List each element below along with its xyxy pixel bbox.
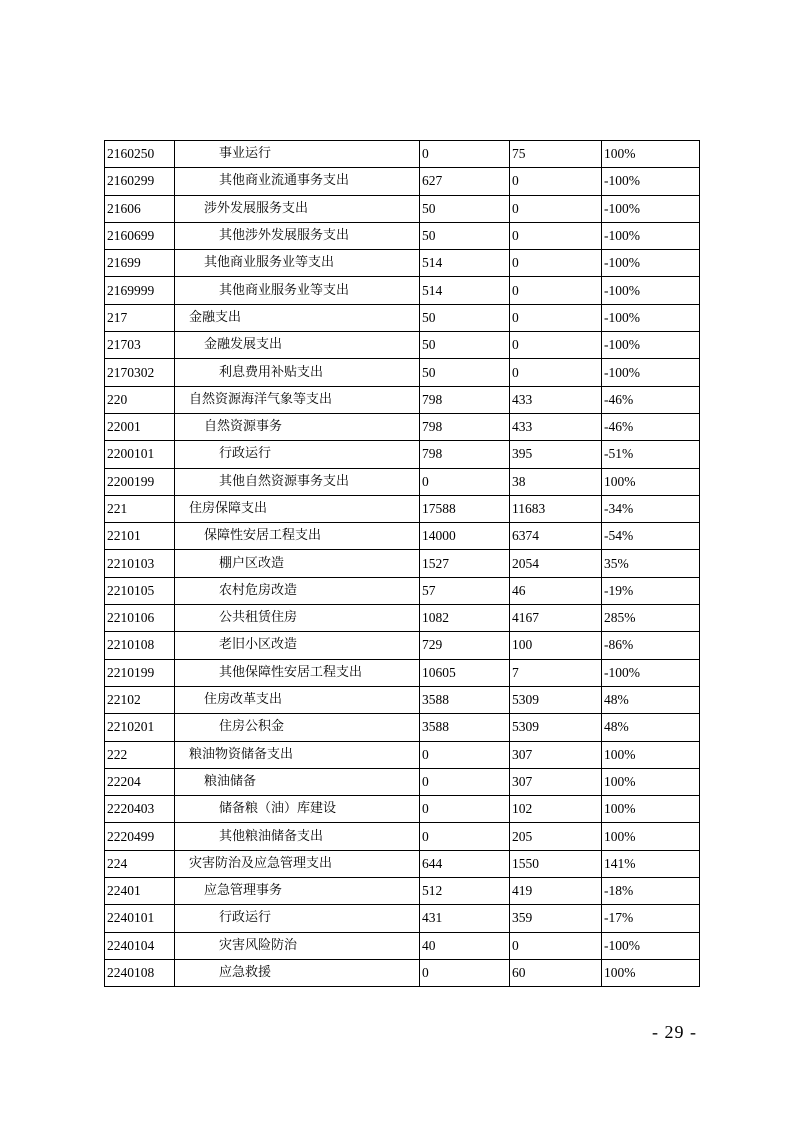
cell-value-a: 0 [420,141,510,168]
cell-value-a: 1082 [420,605,510,632]
cell-code: 2240104 [105,932,175,959]
table-body [105,141,700,987]
cell-code: 2210201 [105,714,175,741]
cell-value-b: 0 [510,932,602,959]
cell-item-name: 粮油储备 [175,768,420,795]
cell-value-b: 38 [510,468,602,495]
cell-code: 2210108 [105,632,175,659]
cell-item-name: 其他商业服务业等支出 [175,277,420,304]
cell-code: 2240108 [105,959,175,986]
page-number: - 29 - [652,1022,697,1042]
cell-value-a: 514 [420,250,510,277]
cell-item-name: 利息费用补贴支出 [175,359,420,386]
table-row [105,332,700,359]
table-row [105,195,700,222]
cell-value-b: 0 [510,250,602,277]
cell-item-name: 其他粮油储备支出 [175,823,420,850]
table-row [105,168,700,195]
cell-item-name: 农村危房改造 [175,577,420,604]
cell-value-b: 433 [510,413,602,440]
cell-value-b: 0 [510,195,602,222]
cell-code: 22401 [105,878,175,905]
table-row [105,768,700,795]
table-row [105,823,700,850]
table-row [105,632,700,659]
cell-value-b: 75 [510,141,602,168]
cell-code: 2210105 [105,577,175,604]
table-row [105,932,700,959]
cell-code: 2170302 [105,359,175,386]
cell-change-rate: -34% [602,495,700,522]
cell-value-a: 0 [420,796,510,823]
table-row [105,714,700,741]
cell-item-name: 其他商业服务业等支出 [175,250,420,277]
cell-item-name: 储备粮（油）库建设 [175,796,420,823]
cell-change-rate: -100% [602,277,700,304]
cell-change-rate: 100% [602,796,700,823]
cell-change-rate: -100% [602,250,700,277]
cell-value-b: 1550 [510,850,602,877]
budget-table [104,140,700,987]
cell-value-a: 40 [420,932,510,959]
cell-code: 22204 [105,768,175,795]
cell-value-b: 6374 [510,523,602,550]
cell-value-b: 11683 [510,495,602,522]
cell-code: 2210106 [105,605,175,632]
cell-item-name: 事业运行 [175,141,420,168]
cell-change-rate: -100% [602,932,700,959]
cell-value-b: 46 [510,577,602,604]
cell-code: 2200199 [105,468,175,495]
cell-item-name: 灾害防治及应急管理支出 [175,850,420,877]
cell-change-rate: -51% [602,441,700,468]
table-row [105,222,700,249]
cell-value-a: 50 [420,195,510,222]
cell-value-a: 50 [420,332,510,359]
cell-item-name: 老旧小区改造 [175,632,420,659]
cell-item-name: 粮油物资储备支出 [175,741,420,768]
cell-code: 2210103 [105,550,175,577]
table-row [105,386,700,413]
cell-value-a: 644 [420,850,510,877]
cell-value-a: 512 [420,878,510,905]
cell-item-name: 涉外发展服务支出 [175,195,420,222]
cell-change-rate: -100% [602,304,700,331]
cell-code: 22101 [105,523,175,550]
table-row [105,796,700,823]
cell-item-name: 其他涉外发展服务支出 [175,222,420,249]
table-row [105,468,700,495]
table-row [105,686,700,713]
cell-change-rate: -46% [602,413,700,440]
cell-code: 2160299 [105,168,175,195]
cell-value-b: 0 [510,277,602,304]
table-row [105,741,700,768]
cell-code: 221 [105,495,175,522]
cell-value-b: 0 [510,304,602,331]
table-row [105,905,700,932]
cell-item-name: 保障性安居工程支出 [175,523,420,550]
cell-value-b: 5309 [510,714,602,741]
cell-code: 21703 [105,332,175,359]
cell-value-a: 50 [420,304,510,331]
table-row [105,659,700,686]
cell-item-name: 灾害风险防治 [175,932,420,959]
table-row [105,359,700,386]
cell-value-a: 10605 [420,659,510,686]
cell-change-rate: 100% [602,823,700,850]
cell-item-name: 住房保障支出 [175,495,420,522]
cell-change-rate: -86% [602,632,700,659]
table-row [105,577,700,604]
cell-change-rate: 100% [602,768,700,795]
cell-code: 2210199 [105,659,175,686]
cell-value-b: 100 [510,632,602,659]
cell-code: 2200101 [105,441,175,468]
cell-change-rate: 100% [602,141,700,168]
cell-value-b: 7 [510,659,602,686]
cell-value-b: 395 [510,441,602,468]
cell-code: 22102 [105,686,175,713]
cell-item-name: 金融发展支出 [175,332,420,359]
cell-change-rate: -100% [602,359,700,386]
cell-value-b: 102 [510,796,602,823]
cell-item-name: 其他商业流通事务支出 [175,168,420,195]
cell-value-b: 0 [510,332,602,359]
cell-value-a: 50 [420,359,510,386]
cell-change-rate: 285% [602,605,700,632]
cell-value-b: 307 [510,768,602,795]
cell-value-b: 5309 [510,686,602,713]
cell-code: 2169999 [105,277,175,304]
cell-value-a: 50 [420,222,510,249]
cell-item-name: 住房改革支出 [175,686,420,713]
cell-value-a: 0 [420,959,510,986]
cell-change-rate: 48% [602,686,700,713]
cell-item-name: 行政运行 [175,441,420,468]
cell-value-b: 2054 [510,550,602,577]
cell-code: 2220499 [105,823,175,850]
table-row [105,413,700,440]
cell-value-b: 205 [510,823,602,850]
cell-value-a: 0 [420,823,510,850]
cell-change-rate: -46% [602,386,700,413]
cell-value-a: 14000 [420,523,510,550]
table-row [105,277,700,304]
cell-item-name: 其他保障性安居工程支出 [175,659,420,686]
table-row [105,250,700,277]
cell-change-rate: 141% [602,850,700,877]
cell-change-rate: -100% [602,195,700,222]
cell-item-name: 住房公积金 [175,714,420,741]
table-row [105,441,700,468]
cell-item-name: 棚户区改造 [175,550,420,577]
cell-code: 2240101 [105,905,175,932]
cell-code: 220 [105,386,175,413]
cell-value-a: 627 [420,168,510,195]
cell-code: 21606 [105,195,175,222]
cell-item-name: 行政运行 [175,905,420,932]
cell-value-b: 359 [510,905,602,932]
cell-item-name: 其他自然资源事务支出 [175,468,420,495]
cell-code: 2160250 [105,141,175,168]
cell-item-name: 应急管理事务 [175,878,420,905]
cell-code: 21699 [105,250,175,277]
cell-change-rate: -100% [602,168,700,195]
cell-code: 2220403 [105,796,175,823]
cell-value-a: 1527 [420,550,510,577]
cell-value-b: 4167 [510,605,602,632]
cell-value-b: 0 [510,168,602,195]
cell-change-rate: -100% [602,332,700,359]
cell-code: 2160699 [105,222,175,249]
cell-value-b: 0 [510,359,602,386]
cell-code: 222 [105,741,175,768]
table-row [105,878,700,905]
cell-value-b: 0 [510,222,602,249]
cell-item-name: 自然资源海洋气象等支出 [175,386,420,413]
cell-item-name: 公共租赁住房 [175,605,420,632]
cell-value-b: 60 [510,959,602,986]
cell-code: 224 [105,850,175,877]
table-row [105,141,700,168]
cell-change-rate: 100% [602,468,700,495]
cell-value-b: 419 [510,878,602,905]
cell-change-rate: -100% [602,222,700,249]
cell-item-name: 自然资源事务 [175,413,420,440]
cell-change-rate: 100% [602,741,700,768]
cell-value-a: 514 [420,277,510,304]
cell-change-rate: 48% [602,714,700,741]
table-row [105,850,700,877]
cell-change-rate: -100% [602,659,700,686]
cell-change-rate: -54% [602,523,700,550]
cell-change-rate: -19% [602,577,700,604]
cell-value-a: 798 [420,441,510,468]
cell-code: 217 [105,304,175,331]
cell-change-rate: 35% [602,550,700,577]
cell-value-a: 3588 [420,714,510,741]
cell-code: 22001 [105,413,175,440]
cell-value-a: 0 [420,468,510,495]
cell-value-a: 0 [420,741,510,768]
cell-value-a: 3588 [420,686,510,713]
table-row [105,523,700,550]
cell-change-rate: -18% [602,878,700,905]
table-row [105,304,700,331]
cell-value-a: 729 [420,632,510,659]
cell-value-a: 0 [420,768,510,795]
cell-value-a: 431 [420,905,510,932]
cell-change-rate: -17% [602,905,700,932]
cell-change-rate: 100% [602,959,700,986]
table-row [105,550,700,577]
table-row [105,495,700,522]
cell-value-a: 17588 [420,495,510,522]
cell-value-a: 798 [420,413,510,440]
table-row [105,605,700,632]
cell-item-name: 金融支出 [175,304,420,331]
cell-value-a: 798 [420,386,510,413]
table-row [105,959,700,986]
cell-value-a: 57 [420,577,510,604]
cell-value-b: 433 [510,386,602,413]
cell-item-name: 应急救援 [175,959,420,986]
cell-value-b: 307 [510,741,602,768]
